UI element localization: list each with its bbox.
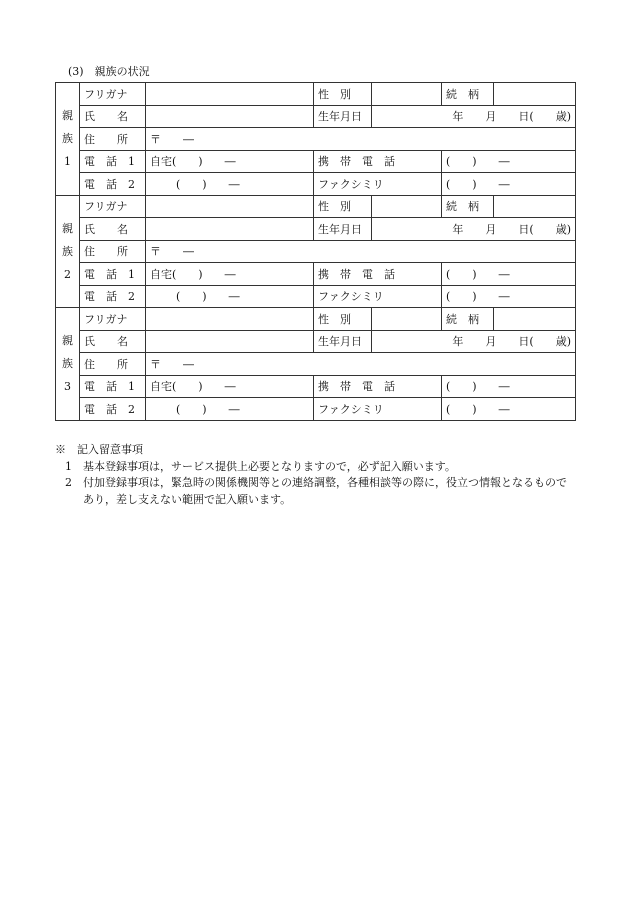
row-tel1 xyxy=(56,375,576,398)
name-field[interactable] xyxy=(146,218,314,241)
birth-label: 生年月日 xyxy=(314,105,372,128)
gender-label: 性 別 xyxy=(314,308,372,331)
group-char: 親 xyxy=(62,334,73,348)
fax-label: ファクシミリ xyxy=(314,173,442,196)
birth-field[interactable]: 年 月 日( 歳) xyxy=(372,218,576,241)
relative-group-label xyxy=(56,308,80,421)
tel2-label: 電 話 2 xyxy=(80,285,146,308)
address-field[interactable]: 〒 ― xyxy=(146,240,576,263)
row-furigana xyxy=(56,83,576,106)
section-title: (3) 親族の状況 xyxy=(68,65,150,78)
row-address xyxy=(56,353,576,376)
group-char: 1 xyxy=(64,155,71,169)
tel2-field[interactable]: ( ) ― xyxy=(146,173,314,196)
mobile-label: 携 帯 電 話 xyxy=(314,150,442,173)
birth-field[interactable]: 年 月 日( 歳) xyxy=(372,105,576,128)
row-address xyxy=(56,240,576,263)
group-char: 3 xyxy=(64,380,71,394)
address-field[interactable]: 〒 ― xyxy=(146,128,576,151)
birth-label: 生年月日 xyxy=(314,218,372,241)
notes xyxy=(55,442,575,508)
name-label: 氏 名 xyxy=(80,105,146,128)
relation-field[interactable] xyxy=(494,83,576,106)
fax-field[interactable]: ( ) ― xyxy=(442,173,576,196)
notes-heading: ※ 記入留意事項 xyxy=(55,443,143,456)
furigana-field[interactable] xyxy=(146,308,314,331)
gender-field[interactable] xyxy=(372,308,442,331)
name-field[interactable] xyxy=(146,105,314,128)
relative-group-label xyxy=(56,195,80,308)
relatives-table xyxy=(55,82,576,421)
name-label: 氏 名 xyxy=(80,218,146,241)
relation-field[interactable] xyxy=(494,195,576,218)
mobile-field[interactable]: ( ) ― xyxy=(442,263,576,286)
gender-label: 性 別 xyxy=(314,195,372,218)
furigana-label: フリガナ xyxy=(80,195,146,218)
tel1-label: 電 話 1 xyxy=(80,375,146,398)
row-name xyxy=(56,105,576,128)
tel1-label: 電 話 1 xyxy=(80,150,146,173)
row-name xyxy=(56,218,576,241)
group-char: 族 xyxy=(62,244,73,258)
name-field[interactable] xyxy=(146,330,314,353)
tel1-field[interactable]: 自宅( ) ― xyxy=(146,375,314,398)
furigana-field[interactable] xyxy=(146,83,314,106)
row-address xyxy=(56,128,576,151)
group-char: 親 xyxy=(62,109,73,123)
birth-label: 生年月日 xyxy=(314,330,372,353)
fax-field[interactable]: ( ) ― xyxy=(442,398,576,421)
row-tel2 xyxy=(56,285,576,308)
row-tel2 xyxy=(56,398,576,421)
note-item-2: 2 付加登録事項は，緊急時の関係機関等との連絡調整，各種相談等の際に，役立つ情報となるものであり，差し支えない範囲で記入願います。 xyxy=(65,476,567,506)
furigana-field[interactable] xyxy=(146,195,314,218)
group-char: 族 xyxy=(62,357,73,371)
mobile-label: 携 帯 電 話 xyxy=(314,263,442,286)
row-furigana xyxy=(56,308,576,331)
note-item-1: 1 基本登録事項は，サービス提供上必要となりますので，必ず記入願います。 xyxy=(65,459,456,473)
address-label: 住 所 xyxy=(80,128,146,151)
row-tel1 xyxy=(56,150,576,173)
name-label: 氏 名 xyxy=(80,330,146,353)
group-char: 親 xyxy=(62,221,73,235)
tel2-field[interactable]: ( ) ― xyxy=(146,398,314,421)
relation-label: 続 柄 xyxy=(442,83,494,106)
relation-label: 続 柄 xyxy=(442,308,494,331)
mobile-field[interactable]: ( ) ― xyxy=(442,375,576,398)
mobile-label: 携 帯 電 話 xyxy=(314,375,442,398)
mobile-field[interactable]: ( ) ― xyxy=(442,150,576,173)
address-field[interactable]: 〒 ― xyxy=(146,353,576,376)
row-tel2 xyxy=(56,173,576,196)
gender-label: 性 別 xyxy=(314,83,372,106)
group-char: 族 xyxy=(62,132,73,146)
fax-label: ファクシミリ xyxy=(314,398,442,421)
fax-field[interactable]: ( ) ― xyxy=(442,285,576,308)
group-char: 2 xyxy=(64,267,71,281)
gender-field[interactable] xyxy=(372,83,442,106)
address-label: 住 所 xyxy=(80,240,146,263)
birth-field[interactable]: 年 月 日( 歳) xyxy=(372,330,576,353)
tel2-field[interactable]: ( ) ― xyxy=(146,285,314,308)
tel1-field[interactable]: 自宅( ) ― xyxy=(146,263,314,286)
relation-label: 続 柄 xyxy=(442,195,494,218)
tel1-label: 電 話 1 xyxy=(80,263,146,286)
tel2-label: 電 話 2 xyxy=(80,398,146,421)
furigana-label: フリガナ xyxy=(80,83,146,106)
row-furigana xyxy=(56,195,576,218)
relation-field[interactable] xyxy=(494,308,576,331)
row-name xyxy=(56,330,576,353)
address-label: 住 所 xyxy=(80,353,146,376)
fax-label: ファクシミリ xyxy=(314,285,442,308)
gender-field[interactable] xyxy=(372,195,442,218)
relative-group-label xyxy=(56,83,80,196)
furigana-label: フリガナ xyxy=(80,308,146,331)
row-tel1 xyxy=(56,263,576,286)
tel1-field[interactable]: 自宅( ) ― xyxy=(146,150,314,173)
tel2-label: 電 話 2 xyxy=(80,173,146,196)
